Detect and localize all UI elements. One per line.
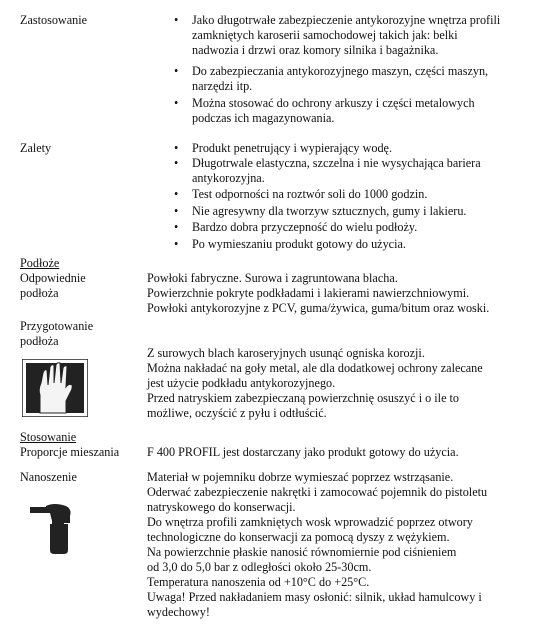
text-line: Powierzchnie pokryte podkładami i lakierami nawierzchniowymi. [147,286,470,300]
glove-hand-icon [22,359,88,417]
bullet-item [174,141,546,156]
bullet-item [174,237,546,252]
bullet-item [174,187,546,202]
label-zastosowanie: Zastosowanie [20,13,88,27]
label-nanoszenie: Nanoszenie [20,470,77,484]
text-line: wydechowy! [147,605,210,619]
text-line: Temperatura nanoszenia od +10°C do +25°C. [147,575,370,589]
label-zalety: Zalety [20,141,52,155]
text-line: Materiał w pojemniku dobrze wymieszać poprzez wstrząsanie. [147,470,454,484]
bullet-icon: • [174,13,179,27]
text-line: Powłoki antykorozyjne z PCV, guma/żywica, guma/bitum oraz woski. [147,301,490,315]
heading-podloze: Podłoże [20,256,60,270]
label-przygotowanie-podloza: Przygotowanie podłoża [20,319,94,348]
text-line: natryskowego do konserwacji. [147,500,296,514]
heading-stosowanie: Stosowanie [20,430,77,444]
bullet-line: nadwozia i drzwi oraz komory silnika i bagażnika. [192,43,439,57]
bullet-icon: • [174,237,179,251]
bullet-item [174,156,546,186]
bullet-line: Po wymieszaniu produkt gotowy do użycia. [192,237,406,251]
bullet-icon: • [174,96,179,110]
text-line: możliwe, oczyścić z pyłu i odtłuścić. [147,406,327,420]
bullet-item [174,96,546,126]
bullet-icon: • [174,64,179,78]
text-line: Z surowych blach karoseryjnych usunąć ogniska korozji. [147,346,425,360]
text-line: Na powierzchnie płaskie nanosić równomiernie pod ciśnieniem [147,545,457,559]
bullet-line: Bardzo dobra przyczepność do wielu podłoży. [192,220,418,234]
spray-gun-icon [22,500,88,558]
bullet-item [174,204,546,219]
bullet-line: Nie agresywny dla tworzyw sztucznych, gumy i lakieru. [192,204,467,218]
text-line: Oderwać zabezpieczenie nakrętki i zamocować pojemnik do pistoletu [147,485,488,499]
nanoszenie-text [147,470,547,620]
label-proporcje-mieszania: Proporcje mieszania [20,445,120,459]
label-odpowiednie-podloza: Odpowiednie podłoża [20,271,86,300]
proporcje-mieszania-text: F 400 PROFIL jest dostarczany jako produkt gotowy do użycia. [147,445,459,459]
text-line: od 3,0 do 5,0 bar z odległości około 25-30cm. [147,560,372,574]
text-line: Powłoki fabryczne. Surowa i zagruntowana blacha. [147,271,398,285]
bullet-icon: • [174,156,179,170]
bullet-icon: • [174,204,179,218]
przygotowanie-podloza-text [147,346,547,421]
odpowiednie-podloza-text [147,271,547,316]
bullet-line: Produkt penetrujący i wypierający wodę. [192,141,393,155]
bullet-line: Długotrwale elastyczna, szczelna i nie wysychająca bariera [192,156,481,170]
bullet-line: Można stosować do ochrony arkuszy i części metalowych [192,96,475,110]
text-line: Przed natryskiem zabezpieczaną powierzchnię osuszyć i o ile to [147,391,460,405]
bullet-icon: • [174,220,179,234]
text-line: jest użycie podkładu antykorozyjnego. [147,376,336,390]
text-line: technologiczne do konserwacji za pomocą dyszy z wężykiem. [147,530,450,544]
bullet-line: zamkniętych karoserii samochodowej takich jak: belki [192,28,458,42]
text-line: Można nakładać na goły metal, ale dla dodatkowej ochrony zalecane [147,361,483,375]
bullet-icon: • [174,187,179,201]
bullet-line: Jako długotrwałe zabezpieczenie antykorozyjne wnętrza profili [192,13,501,27]
bullet-line: podczas ich magazynowania. [192,111,335,125]
bullet-icon: • [174,141,179,155]
bullet-line: Do zabezpieczania antykorozyjnego maszyn, części maszyn, [192,64,489,78]
bullet-item [174,220,546,235]
text-line: Uwaga! Przed nakładaniem masy osłonić: silnik, układ hamulcowy i [147,590,482,604]
bullet-item [174,64,546,94]
bullet-line: narzędzi itp. [192,79,253,93]
bullet-line: Test odporności na roztwór soli do 1000 godzin. [192,187,428,201]
bullet-line: antykorozyjna. [192,171,265,185]
bullet-item [174,13,546,58]
text-line: Do wnętrza profili zamkniętych wosk wprowadzić poprzez otwory [147,515,473,529]
